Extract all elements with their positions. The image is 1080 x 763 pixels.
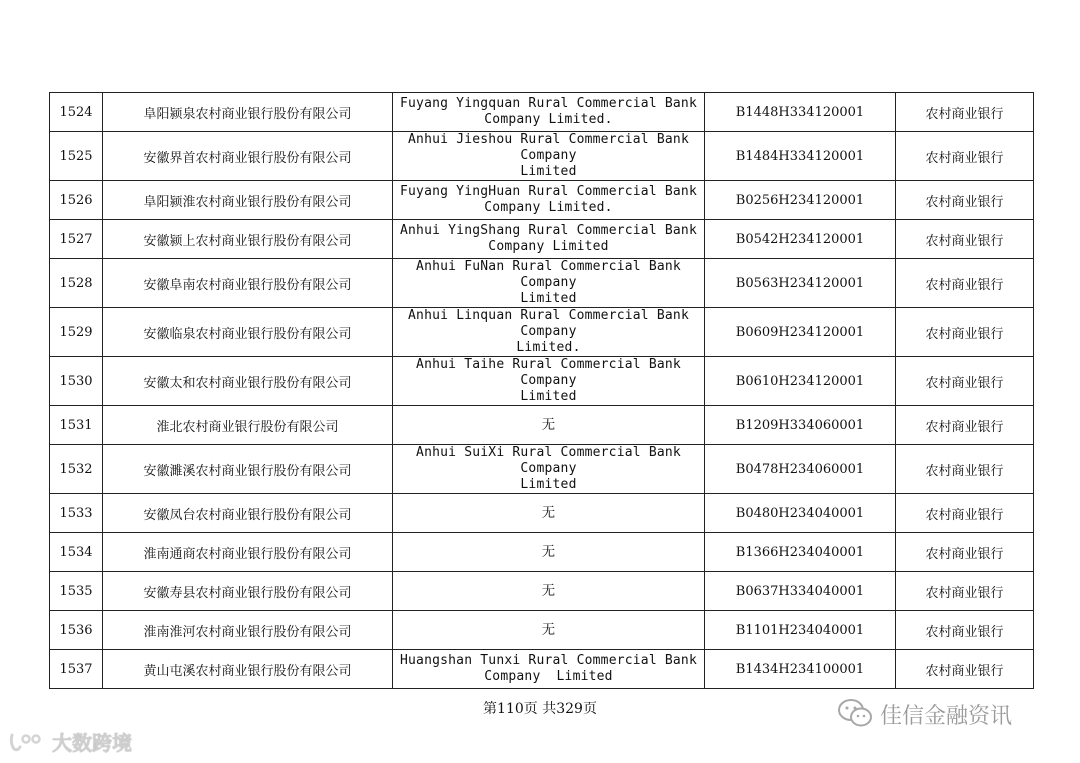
row-number: 1531 [50, 406, 103, 445]
institution-type: 农村商业银行 [896, 494, 1034, 533]
bank-name-en [393, 650, 705, 689]
bank-name-en-line1: Fuyang Yingquan Rural Commercial Bank [400, 96, 697, 111]
institution-type: 农村商业银行 [896, 533, 1034, 572]
bank-name-en-line1: Huangshan Tunxi Rural Commercial Bank [400, 653, 697, 668]
bank-name-en-line2: Limited [520, 389, 577, 404]
bank-name-en-line1: Anhui YingShang Rural Commercial Bank [400, 223, 697, 238]
bank-name-en [393, 445, 705, 494]
institution-code: B0478H234060001 [705, 445, 896, 494]
row-number: 1536 [50, 611, 103, 650]
institution-code: B1101H234040001 [705, 611, 896, 650]
bank-name-en-line1: 无 [541, 417, 556, 433]
bank-name-en [393, 572, 705, 611]
bank-name-cn: 阜阳颍泉农村商业银行股份有限公司 [103, 93, 393, 132]
table-row [50, 650, 1034, 689]
row-number: 1524 [50, 93, 103, 132]
institution-type: 农村商业银行 [896, 93, 1034, 132]
wechat-icon [836, 697, 874, 731]
bank-name-cn: 淮南淮河农村商业银行股份有限公司 [103, 611, 393, 650]
institution-code: B1448H334120001 [705, 93, 896, 132]
institution-type: 农村商业银行 [896, 572, 1034, 611]
bank-name-en-line1: Anhui Taihe Rural Commercial Bank Company [416, 357, 681, 388]
table-row [50, 445, 1034, 494]
bank-name-en-line2: Limited [520, 477, 577, 492]
institution-type: 农村商业银行 [896, 181, 1034, 220]
institution-type: 农村商业银行 [896, 357, 1034, 406]
table-row [50, 220, 1034, 259]
table-row [50, 259, 1034, 308]
row-number: 1528 [50, 259, 103, 308]
table-row [50, 533, 1034, 572]
bank-name-cn: 安徽颍上农村商业银行股份有限公司 [103, 220, 393, 259]
bank-name-en [393, 308, 705, 357]
row-number: 1533 [50, 494, 103, 533]
bank-name-en [393, 357, 705, 406]
bank-name-en [393, 494, 705, 533]
institution-code: B0609H234120001 [705, 308, 896, 357]
table-row [50, 181, 1034, 220]
bank-name-cn: 安徽临泉农村商业银行股份有限公司 [103, 308, 393, 357]
row-number: 1525 [50, 132, 103, 181]
institution-code: B0542H234120001 [705, 220, 896, 259]
bank-name-en-line2: Limited [520, 291, 577, 306]
bank-name-en-line2: Company Limited. [484, 200, 613, 215]
bank-name-cn: 安徽濉溪农村商业银行股份有限公司 [103, 445, 393, 494]
institution-code: B0563H234120001 [705, 259, 896, 308]
row-number: 1532 [50, 445, 103, 494]
institution-type: 农村商业银行 [896, 650, 1034, 689]
bank-name-cn: 安徽凤台农村商业银行股份有限公司 [103, 494, 393, 533]
table-row [50, 357, 1034, 406]
bank-name-en [393, 533, 705, 572]
bank-name-en [393, 220, 705, 259]
institution-type: 农村商业银行 [896, 308, 1034, 357]
table-row [50, 611, 1034, 650]
institution-type: 农村商业银行 [896, 406, 1034, 445]
bank-name-en-line1: 无 [541, 622, 556, 638]
bank-name-cn: 淮北农村商业银行股份有限公司 [103, 406, 393, 445]
row-number: 1527 [50, 220, 103, 259]
bank-name-cn: 安徽阜南农村商业银行股份有限公司 [103, 259, 393, 308]
bank-name-en-line1: 无 [541, 583, 556, 599]
watermark-left [8, 727, 132, 756]
institution-code: B1366H234040001 [705, 533, 896, 572]
table-row [50, 93, 1034, 132]
row-number: 1529 [50, 308, 103, 357]
institution-code: B0610H234120001 [705, 357, 896, 406]
bank-name-en-line1: Anhui SuiXi Rural Commercial Bank Company [416, 445, 681, 476]
bank-name-en [393, 406, 705, 445]
row-number: 1535 [50, 572, 103, 611]
bank-name-en [393, 181, 705, 220]
watermark-right-text: 佳信金融资讯 [880, 703, 1013, 729]
institution-code: B1209H334060001 [705, 406, 896, 445]
table-row [50, 308, 1034, 357]
bank-name-en-line1: 无 [541, 505, 556, 521]
institution-code: B0256H234120001 [705, 181, 896, 220]
institution-type: 农村商业银行 [896, 132, 1034, 181]
bank-name-en-line2: Company Limited [488, 239, 609, 254]
institution-code: B0480H234040001 [705, 494, 896, 533]
bank-name-en [393, 259, 705, 308]
bank-name-en [393, 132, 705, 181]
row-number: 1537 [50, 650, 103, 689]
bank-name-en-line2: Company Limited [484, 669, 613, 684]
institution-code: B0637H334040001 [705, 572, 896, 611]
page-number: 第110页 共329页 [483, 701, 597, 717]
dashu-logo-icon [8, 731, 48, 753]
bank-name-en-line1: Anhui FuNan Rural Commercial Bank Company [416, 259, 681, 290]
bank-name-cn: 安徽寿县农村商业银行股份有限公司 [103, 572, 393, 611]
watermark-left-text: 大数跨境 [52, 731, 132, 755]
row-number: 1534 [50, 533, 103, 572]
bank-name-en-line1: 无 [541, 544, 556, 560]
watermark-right [836, 697, 1012, 731]
bank-name-cn: 黄山屯溪农村商业银行股份有限公司 [103, 650, 393, 689]
bank-list-table [49, 92, 1034, 689]
bank-name-en [393, 93, 705, 132]
table-row [50, 494, 1034, 533]
institution-type: 农村商业银行 [896, 220, 1034, 259]
bank-name-cn: 安徽界首农村商业银行股份有限公司 [103, 132, 393, 181]
bank-name-en-line2: Limited. [516, 340, 581, 355]
bank-name-en [393, 611, 705, 650]
bank-name-en-line2: Limited [520, 164, 577, 179]
table-row [50, 132, 1034, 181]
row-number: 1526 [50, 181, 103, 220]
table-body [50, 93, 1034, 689]
institution-type: 农村商业银行 [896, 445, 1034, 494]
bank-name-en-line1: Anhui Jieshou Rural Commercial Bank Company [408, 132, 689, 163]
bank-name-cn: 安徽太和农村商业银行股份有限公司 [103, 357, 393, 406]
institution-code: B1434H234100001 [705, 650, 896, 689]
bank-name-cn: 阜阳颍淮农村商业银行股份有限公司 [103, 181, 393, 220]
institution-code: B1484H334120001 [705, 132, 896, 181]
table-row [50, 572, 1034, 611]
institution-type: 农村商业银行 [896, 259, 1034, 308]
bank-name-en-line2: Company Limited. [484, 112, 613, 127]
bank-name-en-line1: Fuyang YingHuan Rural Commercial Bank [400, 184, 697, 199]
bank-name-cn: 淮南通商农村商业银行股份有限公司 [103, 533, 393, 572]
row-number: 1530 [50, 357, 103, 406]
table-row [50, 406, 1034, 445]
institution-type: 农村商业银行 [896, 611, 1034, 650]
bank-name-en-line1: Anhui Linquan Rural Commercial Bank Company [408, 308, 689, 339]
